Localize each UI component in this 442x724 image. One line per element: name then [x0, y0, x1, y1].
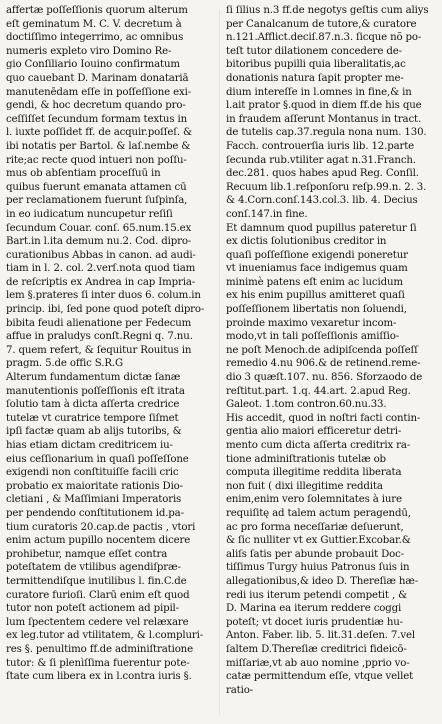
text-line: ſtate cum libera ex in l.contra iuris §.: [6, 671, 192, 683]
text-line: manutentionis poſſeſſionis eſt itrata: [6, 385, 185, 397]
text-line: gio Conſiliario Iouino confirmatum: [6, 59, 180, 71]
text-line: curationibus Abbas in canon. ad audi-: [6, 249, 196, 261]
text-line: redi ius iterum petendi competit , &: [226, 589, 408, 601]
text-line: tione adminiſtrationis tutelæ ob: [226, 453, 386, 465]
text-line: pragm. 5.de offic S.R.G: [6, 358, 123, 370]
text-line: His accedit, quod in noſtri facti contin-: [226, 412, 421, 424]
text-line: Facch. controuerſia iuris lib. 12.parte: [226, 140, 415, 152]
text-line: in eo iudicatum nuncupetur reſiſi: [6, 208, 173, 220]
text-line: affue in praludys conſt.Regni q. 7.nu.: [6, 331, 193, 343]
text-line: & ſic nulliter vt ex Guttier.Excobar.&: [226, 535, 411, 547]
text-line: per Canalcanum de tutore,& curatore: [226, 18, 417, 30]
text-line: princip. ibi, ſed pone quod poteſt dipro-: [6, 304, 205, 316]
text-line: de tutelis cap.37.regula nona num. 130.: [226, 127, 427, 139]
text-line: allegationibus,& ideo D. Thereſiæ hæ-: [226, 575, 418, 587]
text-line: doctiſſimo integerrimo, ac omnibus: [6, 32, 184, 44]
text-line: affertæ poſſeſſionis quorum alterum: [6, 5, 188, 16]
text-line: & 4.Corn.conſ.143.col.3. lib. 4. Decius: [226, 195, 418, 207]
text-line: conſ.147.in fine.: [226, 208, 308, 220]
text-line: ſaltem D.Thereſiæ creditrici fideicō-: [226, 643, 407, 655]
text-line: gendi, & hoc decretum quando pro-: [6, 100, 186, 112]
text-line: computa illegitime reddita liberata: [226, 467, 402, 479]
text-line: poſſeſſionem libertatis non ſoluendi,: [226, 304, 407, 316]
text-line: proinde maximo vexaretur incom-: [226, 317, 397, 329]
text-line: ſecunda rub.vtiliter agat n.31.Franch.: [226, 154, 416, 166]
text-line: eſt geminatum M. C. V. decretum à: [6, 18, 182, 30]
text-line: enim,enim vero ſolemnitates à iure: [226, 494, 402, 506]
text-line: dium intereſſe in l.omnes in fine,& in: [226, 86, 412, 98]
text-line: requiſitę ad talem actum peragendū,: [226, 507, 411, 519]
text-line: per pendendo conſtitutionem id.pa-: [6, 507, 184, 519]
text-line: poteſtatem de vtilibus agendiſpræ-: [6, 562, 181, 574]
text-line: mento cum dicta aſſerta creditrix ra-: [226, 440, 411, 451]
text-line: per reclamationem fuerunt ſuſpinſa,: [6, 195, 188, 207]
text-line: dec.281. quos habes apud Reg. Conſil.: [226, 168, 419, 180]
text-line: ex dictis ſolutionibus creditor in: [226, 236, 387, 248]
text-line: teſt tutor dilationem concedere de-: [226, 45, 402, 57]
text-line: tutor non poteſt actionem ad pipil-: [6, 603, 179, 615]
text-line: bitoribus pupilli quia liberalitatis,ac: [226, 59, 406, 71]
text-line: miſſariæ,vt ab auo nomine ,pprio vo-: [226, 657, 410, 669]
text-line: lem §.prateres ſi inter duos 6. colum.in: [6, 290, 201, 302]
text-line: tutelæ vt curatrice tempore ſiſmet: [6, 412, 179, 424]
text-line: tiam in l. 2. col. 2.verſ.nota quod tiam: [6, 263, 196, 275]
text-line: cletiani , & Maſſimiani Imperatoris: [6, 494, 182, 506]
text-line: ratio-: [226, 684, 253, 696]
text-line: Recuum lib.1.reſponſoru reſp.99.n. 2. 3.: [226, 181, 427, 193]
text-line: Anton. Faber. lib. 5. lit.31.deſen. 7.vel: [226, 630, 415, 642]
text-line: 7. quem refert, & ſequitur Rouitus in: [6, 344, 192, 356]
text-line: D. Marina ea iterum reddere coggi: [226, 603, 402, 615]
text-line: ſi ſilius n.3 ff.de negotys geſtis cum aliys: [226, 5, 429, 16]
text-line: ex his enim pupillus amitteret quaſi: [226, 290, 405, 302]
text-line: curatore furioſi. Clarū enim eſt quod: [6, 589, 190, 601]
text-line: rite;ac recte quod intueri non poſſu-: [6, 154, 187, 166]
text-line: Bart.in l.ita demum nu.2. Cod. dipro-: [6, 236, 192, 248]
text-line: ceſſiſſet ſecundum formam textus in: [6, 113, 188, 125]
text-line: l. iuxte poſſidet ff. de acquir.poſſeſ. &: [6, 127, 192, 139]
text-line: prohibetur, namque eſſet contra: [6, 548, 168, 560]
text-line: reſtitut.part. 1.q. 44.art. 2.apud Reg.: [226, 385, 411, 397]
text-line: aliſs ſatis per abunde probauit Doc-: [226, 548, 404, 560]
text-line: ſolutio tam à dicta aſſerta credrice: [6, 399, 180, 411]
text-line: ipſi factæ quam ab alijs tutoribs, &: [6, 426, 182, 438]
text-line: enim actum pupillo nocentem dicere: [6, 535, 191, 547]
text-line: exigendi non conſtituiſſe facili cric: [6, 467, 179, 479]
text-line: non fuit ( dixi illegitime reddita: [226, 480, 383, 492]
text-line: de reſcriptis ex Andrea in cap Impria-: [6, 276, 196, 288]
text-line: modo,vt in tali poſſeſſionis amiſſio-: [226, 331, 400, 343]
text-line: bibita feudi alienatione per Fedecum: [6, 317, 192, 329]
text-line: tium curatoris 20.cap.de pactis , vtori: [6, 521, 196, 533]
right-column: [226, 4, 436, 697]
text-line: tiſſimus Turgy huius Patronus ſuis in: [226, 562, 410, 574]
text-line: quibus fuerunt emanata attamen cū: [6, 181, 187, 193]
text-line: ex leg.tutor ad vtilitatem, & l.compluri-: [6, 630, 203, 642]
text-line: quo cauebant D. Marinam donatariā: [6, 72, 189, 84]
text-line: catæ permittendum eſſe, vtque vellet: [226, 671, 414, 683]
text-line: Et damnum quod pupillus pateretur ſi: [226, 222, 417, 234]
column-gutter: [219, 10, 220, 715]
text-line: dio 3 quæſt.107. nu. 856. Sforzaodo de: [226, 372, 423, 384]
text-line: ac pro forma neceſſariæ deſuerunt,: [226, 521, 404, 533]
text-line: quaſi poſſeſſione exigendi poneretur: [226, 249, 408, 261]
text-line: numeris expleto viro Domino Re-: [6, 45, 172, 57]
text-line: mus ob abſentiam proceſſuū in: [6, 168, 161, 180]
text-line: Galeot. 1.tom contron.60.nu.33.: [226, 399, 387, 411]
text-line: minimè patens eſt enim ac lucidum: [226, 276, 403, 288]
text-line: l.ait prator §.quod in diem ff.de his que: [226, 100, 422, 112]
text-line: ſecundum Couar. conſ. 65.num.15.ex: [6, 222, 192, 234]
text-line: n.121.Afflict.deciſ.87.n.3. ſicque nõ po-: [226, 32, 422, 44]
text-line: donationis natura ſapit propter me-: [226, 72, 404, 84]
text-line: res §. penultimo ff.de adminiſtratione: [6, 643, 193, 655]
text-line: ne poſt Menoch.de adipiſcenda poſſeſſ: [226, 344, 418, 356]
text-line: termittendiſque inutilibus l. fin.C.de: [6, 575, 187, 587]
text-line: hias etiam dictam creditricem iu-: [6, 440, 173, 451]
text-line: ibi notatis per Bartol. & laſ.nembe &: [6, 140, 191, 152]
text-line: lum ſpectentem cedere vel relæxare: [6, 616, 189, 628]
text-line: remedio 4.nu 906.& de retinend.reme-: [226, 358, 421, 370]
text-line: probatio ex maioritate rationis Dio-: [6, 480, 183, 492]
left-column: [6, 4, 212, 684]
text-line: in fraudem aſſerunt Montanus in tract.: [226, 113, 422, 125]
text-line: manutenēdam eſſe in poſſeſſione exi-: [6, 86, 192, 98]
text-line: gentia alio maiori efficeretur detri-: [226, 426, 402, 438]
text-line: tutor: & ſi plenìſſima fuerentur pote-: [6, 657, 190, 669]
text-line: vt inueniamus face indigemus quam: [226, 263, 408, 275]
text-line: eius ceſſionarium in quaſi poſſeſſone: [6, 453, 189, 465]
text-line: poteſt; vt docet iuris prudentiæ hu-: [226, 616, 403, 628]
text-line: Alterum fundamentum dictæ ſanæ: [6, 372, 181, 384]
